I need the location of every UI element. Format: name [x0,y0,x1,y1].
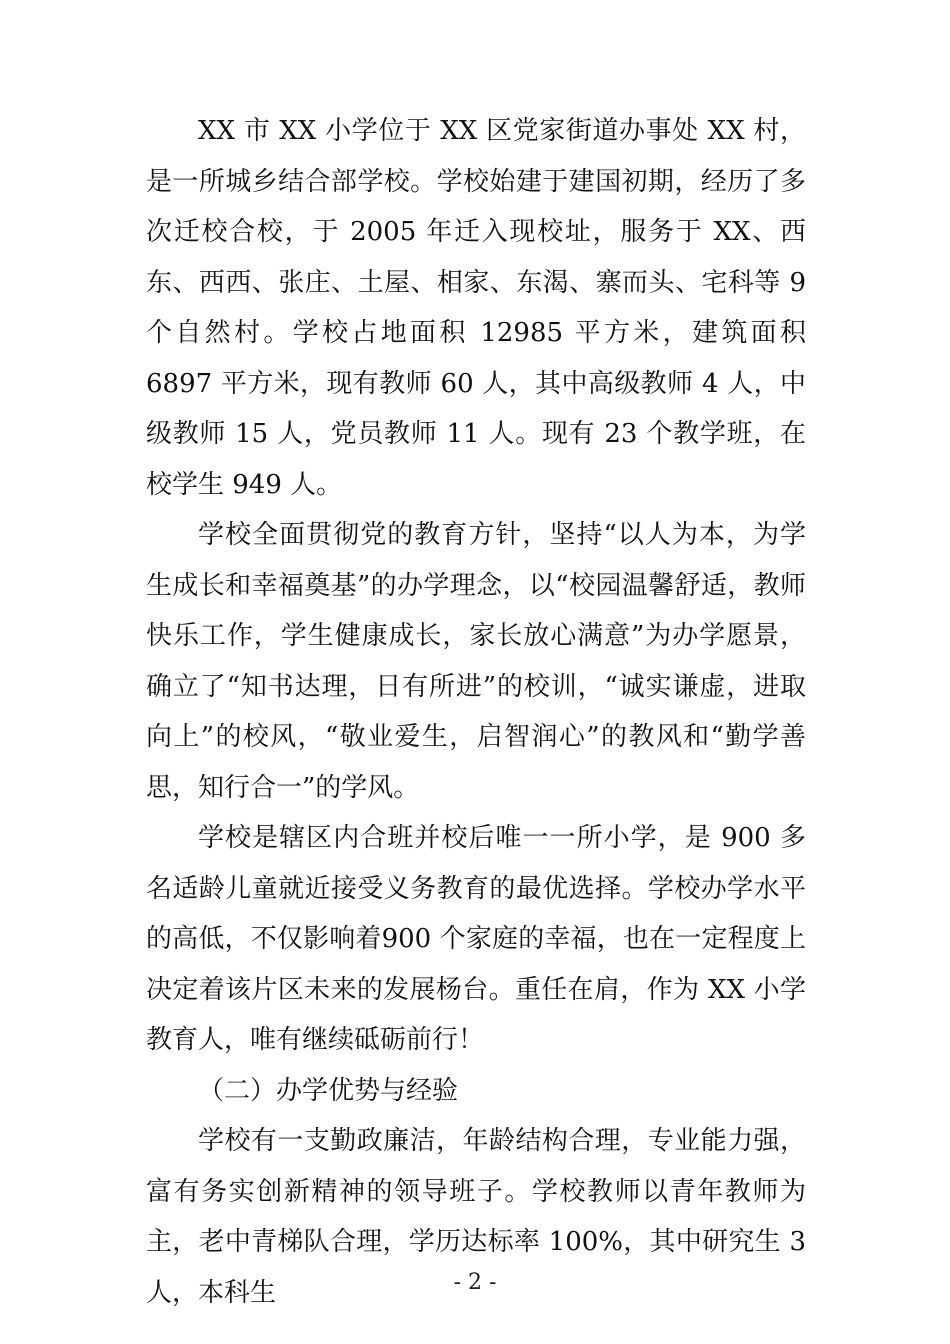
paragraph-school-role: 学校是辖区内合班并校后唯一一所小学，是 900 多名适龄儿童就近接受义务教育的最优选择。学校办学水平的高低，不仅影响着900 个家庭的幸福，也在一定程度上决定着该片区未来的发展杨台。重任在肩，作为 XX 小学教育人，唯有继续砥砺前行！ [146,823,806,1055]
page-number: - 2 - [453,1270,497,1295]
paragraph-school-philosophy: 学校全面贯彻党的教育方针，坚持“以人为本，为学生成长和幸福奠基”的办学理念，以“校园温馨舒适，教师快乐工作，学生健康成长，家长放心满意”为办学愿景，确立了“知书达理，日有所进”的校训，“诚实谦虚，进取向上”的校风，“敬业爱生，启智润心”的教风和“勤学善思，知行合一”的学风。 [146,520,806,803]
paragraph-school-overview: XX 市 XX 小学位于 XX 区党家街道办事处 XX 村，是一所城乡结合部学校。学校始建于建国初期，经历了多次迁校合校，于 2005 年迁入现校址，服务于 XX、西东、西西、张庄、土屋、相家、东渴、寨而头、宅科等 9 个自然村。学校占地面积 12985 平方米，建筑面积 6897 平方米，现有教师 60 人，其中高级教师 4 人，中级教师 15 人，党员教师 11 人。现有 23 个教学班，在校学生 949 人。 [146,116,806,500]
document-body [146,106,806,1318]
section-heading: （二）办学优势与经验 [198,1075,459,1106]
paragraph-school-advantages: 学校有一支勤政廉洁，年龄结构合理，专业能力强，富有务实创新精神的领导班子。学校教师以青年教师为主，老中青梯队合理，学历达标率 100%，其中研究生 3 人，本科生 [146,1126,806,1308]
